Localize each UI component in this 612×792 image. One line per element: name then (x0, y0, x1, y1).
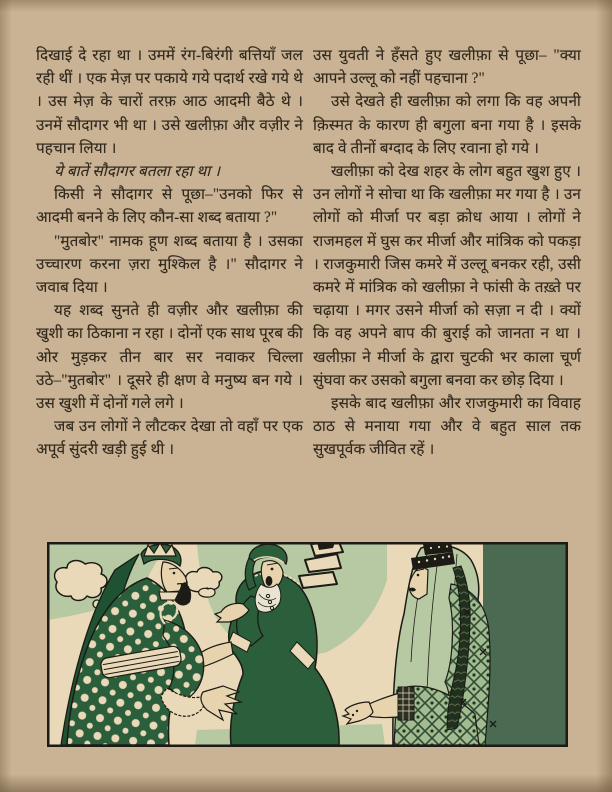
bracelet-cuff (398, 687, 414, 720)
paragraph: किसी ने सौदागर से पूछा–"उनको फिर से आदमी बनने के लिए कौन-सा शब्द बताया ?" (36, 186, 303, 227)
paragraph: "मुतबोर" नामक हूण शब्द बताया है । उसका उच्चारण करना ज़रा मुश्किल है ।" सौदागर ने जवाब दिया । (36, 232, 303, 297)
story-illustration (47, 542, 568, 747)
text-column-left (36, 44, 303, 462)
paragraph: इसके बाद खलीफ़ा और राजकुमारी का विवाह ठाठ से मनाया गया और वे बहुत साल तक सुखपूर्वक जीवित रहें । (313, 395, 581, 459)
paragraph: ये बातें सौदागर बतला रहा था । (54, 163, 221, 181)
illustration-canvas (47, 542, 568, 747)
paragraph: दिखाई दे रहा था । उममें रंग-बिरंगी बत्तियाँ जल रही थीं । एक मेज़ पर पकाये गये पदार्थ रखे गये थे । उस मेज़ के चारों तरफ़ आठ आदमी बैठे थे । उनमें सौदागर भी था । उसे खलीफ़ा और वज़ीर ने पहचान लिया । (36, 47, 303, 157)
paragraph: यह शब्द सुनते ही वज़ीर और खलीफ़ा की खुशी का ठिकाना न रहा । दोनों एक साथ पूरब की ओर मुड़कर तीन बार सर नवाकर चिल्ला उठे–"मुतबोर" । दूसरे ही क्षण वे मनुष्य बन गये । उस खुशी में दोनों गले लगे । (36, 302, 303, 413)
paragraph: उस युवती ने हँसते हुए खलीफ़ा से पूछा– "क्या आपने उल्लू को नहीं पहचाना ?" (313, 47, 581, 88)
paragraph: जब उन लोगों ने लौटकर देखा तो वहाँ पर एक अपूर्व सुंदरी खड़ी हुई थी । (36, 418, 303, 459)
green-backdrop-panel (483, 542, 568, 747)
paragraph: उसे देखते ही खलीफ़ा को लगा कि वह अपनी क़िस्मत के कारण ही बगुला बना गया है । इसके बाद वे तीनों बग्दाद के लिए रवाना हो गये । (313, 93, 581, 157)
text-column-right (313, 44, 581, 462)
open-mouth (266, 576, 273, 586)
paragraph: खलीफ़ा को देख शहर के लोग बहुत खुश हुए । उन लोगों ने सोचा था कि खलीफ़ा मर गया है । उन लोगों को मीर्जा पर बड़ा क्रोध आया । लोगों ने राजमहल में घुस कर मीर्जा और मांत्रिक को पकड़ा । राजकुमारी जिस कमरे में उल्लू बनकर रही, उसी कमरे में मांत्रिक को खलीफ़ा ने फांसी के तख़्ते पर चढ़ाया । मगर उसने मीर्जा को सज़ा न दी । क्यों कि वह अपने बाप की बुराई को जानता न था । खलीफ़ा ने मीर्जा के द्वारा चुटकी भर काला चूर्ण सुंघवा कर उसको बगुला बनवा कर छोड़ दिया । (313, 163, 581, 389)
